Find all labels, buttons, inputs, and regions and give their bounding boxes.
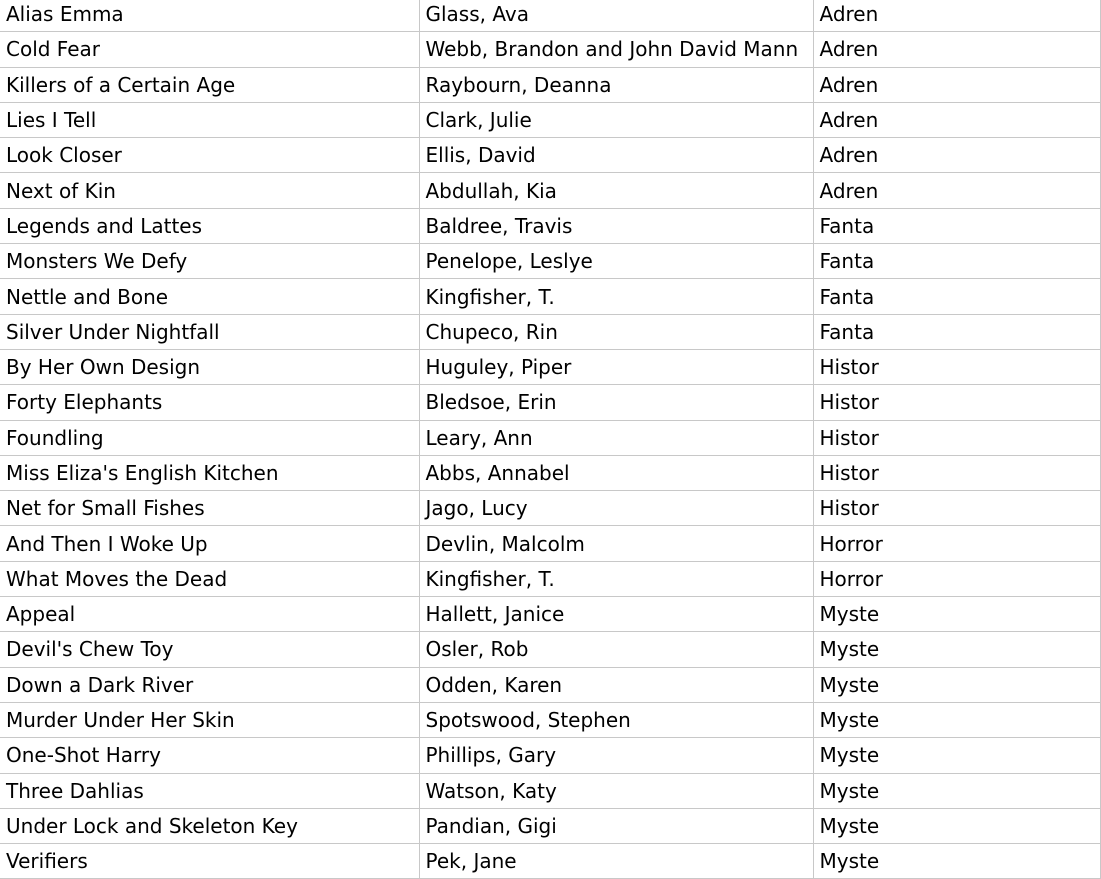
cell-title[interactable]: Legends and Lattes [0, 208, 419, 243]
table-row [0, 385, 1100, 420]
table-row [0, 738, 1100, 773]
cell-author[interactable]: Jago, Lucy [419, 491, 813, 526]
cell-author[interactable]: Webb, Brandon and John David Mann [419, 32, 813, 67]
cell-title[interactable]: Down a Dark River [0, 667, 419, 702]
table-row [0, 67, 1100, 102]
cell-genre[interactable]: Adren [813, 102, 1100, 137]
cell-title[interactable]: Nettle and Bone [0, 279, 419, 314]
cell-title[interactable]: One-Shot Harry [0, 738, 419, 773]
cell-genre[interactable]: Histor [813, 420, 1100, 455]
table-row [0, 632, 1100, 667]
table-row [0, 702, 1100, 737]
cell-author[interactable]: Kingfisher, T. [419, 279, 813, 314]
cell-title[interactable]: Verifiers [0, 844, 419, 879]
table-row [0, 597, 1100, 632]
table-row [0, 314, 1100, 349]
cell-author[interactable]: Penelope, Leslye [419, 244, 813, 279]
cell-genre[interactable]: Fanta [813, 244, 1100, 279]
cell-author[interactable]: Phillips, Gary [419, 738, 813, 773]
cell-author[interactable]: Pek, Jane [419, 844, 813, 879]
cell-title[interactable]: Forty Elephants [0, 385, 419, 420]
cell-genre[interactable]: Myste [813, 597, 1100, 632]
cell-genre[interactable]: Histor [813, 491, 1100, 526]
cell-genre[interactable]: Adren [813, 0, 1100, 32]
table-row [0, 102, 1100, 137]
cell-author[interactable]: Clark, Julie [419, 102, 813, 137]
cell-author[interactable]: Kingfisher, T. [419, 561, 813, 596]
cell-genre[interactable]: Histor [813, 385, 1100, 420]
cell-author[interactable]: Glass, Ava [419, 0, 813, 32]
cell-author[interactable]: Watson, Katy [419, 773, 813, 808]
cell-genre[interactable]: Histor [813, 349, 1100, 384]
cell-genre[interactable]: Myste [813, 702, 1100, 737]
table-row [0, 526, 1100, 561]
cell-genre[interactable]: Myste [813, 808, 1100, 843]
cell-title[interactable]: And Then I Woke Up [0, 526, 419, 561]
table-row [0, 208, 1100, 243]
cell-title[interactable]: Murder Under Her Skin [0, 702, 419, 737]
table-row [0, 455, 1100, 490]
table-row [0, 667, 1100, 702]
cell-author[interactable]: Abbs, Annabel [419, 455, 813, 490]
cell-genre[interactable]: Histor [813, 455, 1100, 490]
table-row [0, 138, 1100, 173]
cell-title[interactable]: By Her Own Design [0, 349, 419, 384]
cell-genre[interactable]: Myste [813, 667, 1100, 702]
cell-author[interactable]: Ellis, David [419, 138, 813, 173]
cell-author[interactable]: Chupeco, Rin [419, 314, 813, 349]
table-row [0, 349, 1100, 384]
table-row [0, 491, 1100, 526]
table-row [0, 173, 1100, 208]
cell-title[interactable]: Appeal [0, 597, 419, 632]
cell-genre[interactable]: Myste [813, 738, 1100, 773]
cell-genre[interactable]: Adren [813, 173, 1100, 208]
cell-genre[interactable]: Horror [813, 526, 1100, 561]
cell-title[interactable]: Three Dahlias [0, 773, 419, 808]
cell-genre[interactable]: Adren [813, 138, 1100, 173]
cell-author[interactable]: Bledsoe, Erin [419, 385, 813, 420]
cell-author[interactable]: Osler, Rob [419, 632, 813, 667]
cell-author[interactable]: Odden, Karen [419, 667, 813, 702]
cell-author[interactable]: Abdullah, Kia [419, 173, 813, 208]
cell-title[interactable]: Look Closer [0, 138, 419, 173]
cell-genre[interactable]: Adren [813, 67, 1100, 102]
cell-author[interactable]: Hallett, Janice [419, 597, 813, 632]
cell-title[interactable]: Alias Emma [0, 0, 419, 32]
cell-title[interactable]: Monsters We Defy [0, 244, 419, 279]
cell-author[interactable]: Leary, Ann [419, 420, 813, 455]
cell-title[interactable]: Lies I Tell [0, 102, 419, 137]
cell-title[interactable]: What Moves the Dead [0, 561, 419, 596]
cell-title[interactable]: Foundling [0, 420, 419, 455]
cell-genre[interactable]: Myste [813, 773, 1100, 808]
cell-title[interactable]: Miss Eliza's English Kitchen [0, 455, 419, 490]
cell-title[interactable]: Silver Under Nightfall [0, 314, 419, 349]
cell-author[interactable]: Spotswood, Stephen [419, 702, 813, 737]
table-row [0, 0, 1100, 32]
table-row [0, 844, 1100, 879]
cell-author[interactable]: Huguley, Piper [419, 349, 813, 384]
cell-genre[interactable]: Fanta [813, 208, 1100, 243]
cell-title[interactable]: Devil's Chew Toy [0, 632, 419, 667]
cell-title[interactable]: Under Lock and Skeleton Key [0, 808, 419, 843]
cell-genre[interactable]: Myste [813, 844, 1100, 879]
cell-author[interactable]: Pandian, Gigi [419, 808, 813, 843]
cell-genre[interactable]: Adren [813, 32, 1100, 67]
table-row [0, 808, 1100, 843]
cell-title[interactable]: Net for Small Fishes [0, 491, 419, 526]
cell-title[interactable]: Next of Kin [0, 173, 419, 208]
cell-genre[interactable]: Fanta [813, 279, 1100, 314]
table-row [0, 420, 1100, 455]
cell-genre[interactable]: Horror [813, 561, 1100, 596]
table-row [0, 561, 1100, 596]
cell-title[interactable]: Killers of a Certain Age [0, 67, 419, 102]
cell-author[interactable]: Devlin, Malcolm [419, 526, 813, 561]
table-row [0, 773, 1100, 808]
cell-author[interactable]: Baldree, Travis [419, 208, 813, 243]
table-row [0, 244, 1100, 279]
cell-genre[interactable]: Fanta [813, 314, 1100, 349]
table-row [0, 279, 1100, 314]
cell-title[interactable]: Cold Fear [0, 32, 419, 67]
cell-genre[interactable]: Myste [813, 632, 1100, 667]
cell-author[interactable]: Raybourn, Deanna [419, 67, 813, 102]
table-row [0, 32, 1100, 67]
